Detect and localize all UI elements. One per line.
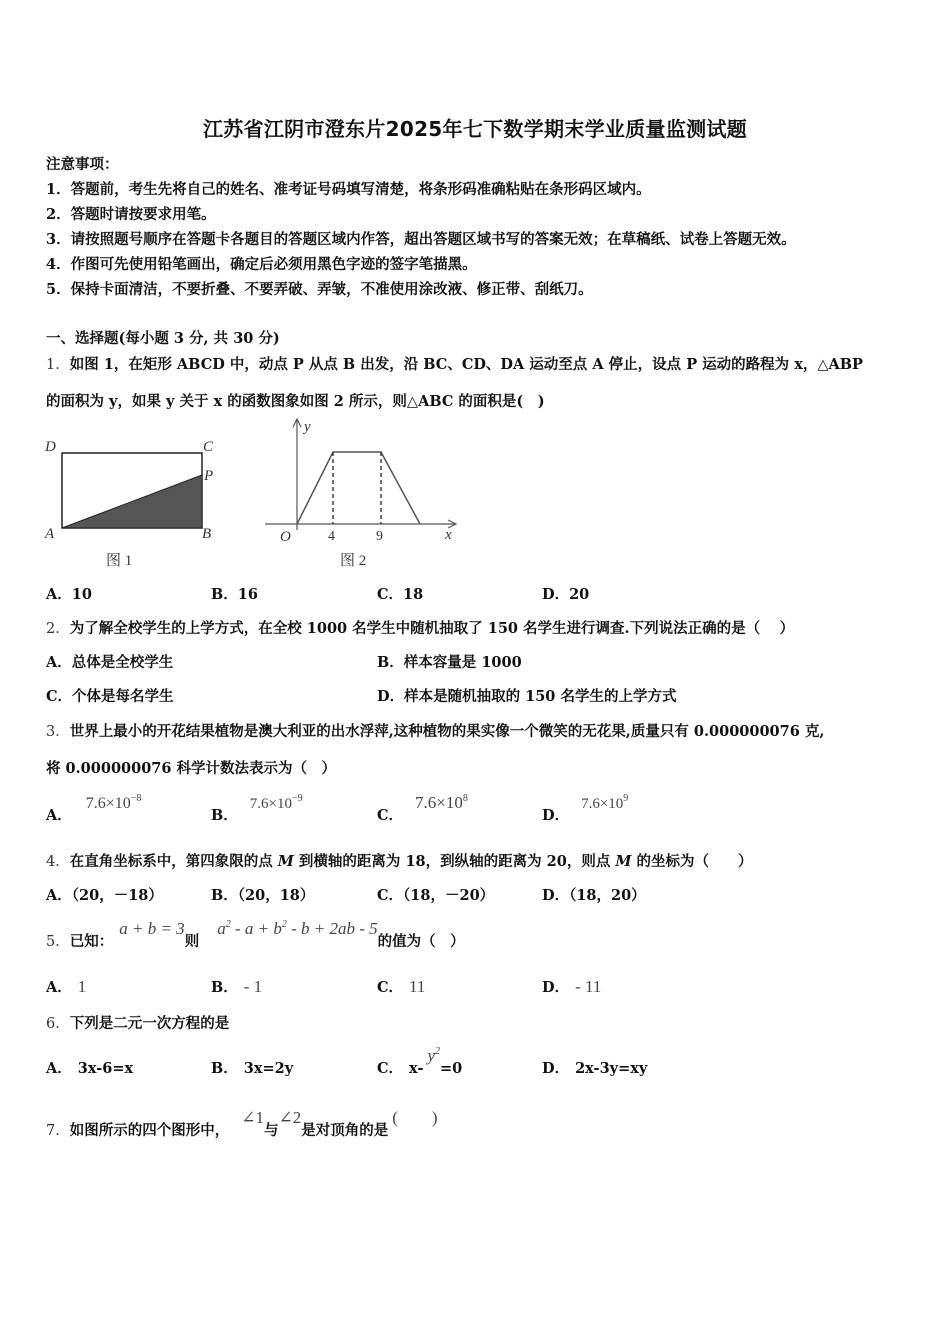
question-number: 4． [46, 854, 70, 870]
axis-label-x: x [445, 527, 452, 543]
q3-option-d[interactable]: D．$7.6\times 10^9$ [542, 793, 629, 824]
angle-2: ∠2 [278, 1108, 302, 1127]
figure-2-caption: 图 2 [340, 553, 367, 569]
label-c: C [203, 439, 214, 455]
question-number: 5． [46, 934, 70, 950]
q1-option-b[interactable]: B．16 [211, 586, 258, 603]
origin-label: O [280, 529, 291, 545]
question-text: 世界上最小的开花结果植物是澳大利亚的出水浮萍,这种植物的果实像一个微笑的无花果,质量只有 0.000000076 克, [69, 723, 825, 740]
tick-label-9: 9 [376, 529, 383, 544]
q3-option-b[interactable]: B．$7.6\times 10^{-9}$ [211, 793, 303, 824]
q3-option-a[interactable]: A．$7.6\times 10^{-8}$ [46, 793, 142, 824]
section-heading: 一、选择题(每小题 3 分, 共 30 分) [46, 330, 280, 347]
notice-heading: 注意事项： [46, 156, 119, 173]
question-3-line-2: 将 0.000000076 科学计数法表示为（ ） [46, 760, 337, 777]
notice-item-1: 1．答题前，考生先将自己的姓名、准考证号码填写清楚，将条形码准确粘贴在条形码区域内。 [46, 181, 651, 198]
tick-label-4: 4 [328, 529, 335, 544]
q4-option-c[interactable]: C．（18，－20） [377, 887, 495, 904]
condition-expression: a + b = 3 [119, 919, 185, 938]
triangle-abp-shaded [62, 475, 202, 528]
q2-option-a[interactable]: A．总体是全校学生 [46, 654, 174, 671]
question-5: 5．已知：a + b = 3则$a^2 - a + b^2 - b + 2ab - 5$的值为（ ） [46, 919, 465, 950]
q3-option-c[interactable]: C．$7.6\times 10^8$ [377, 793, 468, 824]
q6-option-b[interactable]: B． 3x=2y [211, 1060, 294, 1077]
label-a: A [45, 526, 55, 542]
q2-option-d[interactable]: D．样本是随机抽取的 150 名学生的上学方式 [377, 688, 677, 705]
question-2 [46, 617, 794, 638]
q1-option-c[interactable]: C．18 [377, 586, 424, 603]
q6-option-a[interactable]: A． 3x-6=x [46, 1060, 134, 1077]
question-6 [46, 1012, 229, 1033]
q5-option-c[interactable]: C． 11 [377, 977, 426, 996]
figure-1-rectangle [40, 432, 230, 572]
axis-label-y: y [304, 419, 311, 435]
question-number: 7． [46, 1123, 70, 1139]
q6-option-c[interactable]: C． $x-y^2=0$ [377, 1046, 463, 1077]
question-1-line-1 [46, 353, 863, 374]
label-b: B [202, 526, 212, 542]
question-4: 4．在直角坐标系中，第四象限的点 M 到横轴的距离为 18，到纵轴的距离为 20，则点 M 的坐标为（ ） [46, 853, 753, 870]
page-title: 江苏省江阴市澄东片2025年七下数学期末学业质量监测试题 [202, 117, 748, 141]
question-text: 下列是二元一次方程的是 [69, 1015, 230, 1032]
label-p: P [204, 468, 214, 484]
q1-option-d[interactable]: D．20 [542, 586, 590, 603]
label-d: D [45, 439, 56, 455]
question-text: 如图 1，在矩形 ABCD 中，动点 P 从点 B 出发，沿 BC、CD、DA 运动至点 A 停止，设点 P 运动的路程为 x，△ABP [69, 356, 863, 373]
q2-option-c[interactable]: C．个体是每名学生 [46, 688, 174, 705]
function-curve [297, 452, 420, 524]
q4-option-d[interactable]: D．（18，20） [542, 887, 646, 904]
angle-1: ∠1 [241, 1108, 264, 1127]
question-1-line-2: 的面积为 y，如果 y 关于 x 的函数图象如图 2 所示，则△ABC 的面积是( ) [46, 393, 545, 410]
question-3-line-1 [46, 720, 824, 741]
question-text: 为了解全校学生的上学方式，在全校 1000 名学生中随机抽取了 150 名学生进行调查.下列说法正确的是（ ） [69, 620, 795, 637]
target-expression: $a^2 - a + b^2 - b + 2ab - 5$ [217, 919, 378, 938]
figure-2-graph [260, 415, 465, 575]
notice-item-2: 2．答题时请按要求用笔。 [46, 206, 216, 223]
q5-option-b[interactable]: B． - 1 [211, 977, 263, 996]
notice-item-5: 5．保持卡面清洁，不要折叠、不要弄破、弄皱，不准使用涂改液、修正带、刮纸刀。 [46, 281, 593, 298]
question-number: 2． [46, 621, 70, 637]
q1-option-a[interactable]: A．10 [46, 586, 92, 603]
q5-option-d[interactable]: D． - 11 [542, 977, 602, 996]
question-number: 1． [46, 357, 70, 373]
question-number: 6． [46, 1016, 70, 1032]
notice-item-3: 3．请按照题号顺序在答题卡各题目的答题区域内作答，超出答题区域书写的答案无效；在草稿纸、试卷上答题无效。 [46, 231, 796, 248]
question-7: 7．如图所示的四个图形中，∠1与∠2是对顶角的是( ) [46, 1108, 438, 1139]
figure-1-caption: 图 1 [106, 553, 133, 569]
q6-option-d[interactable]: D． 2x-3y=xy [542, 1060, 648, 1077]
q4-option-b[interactable]: B．（20，18） [211, 887, 315, 904]
q2-option-b[interactable]: B．样本容量是 1000 [377, 654, 522, 671]
q4-option-a[interactable]: A．（20，－18） [46, 887, 163, 904]
notice-item-4: 4．作图可先使用铅笔画出，确定后必须用黑色字迹的签字笔描黑。 [46, 256, 477, 273]
q5-option-a[interactable]: A． 1 [46, 977, 87, 996]
question-number: 3． [46, 724, 70, 740]
